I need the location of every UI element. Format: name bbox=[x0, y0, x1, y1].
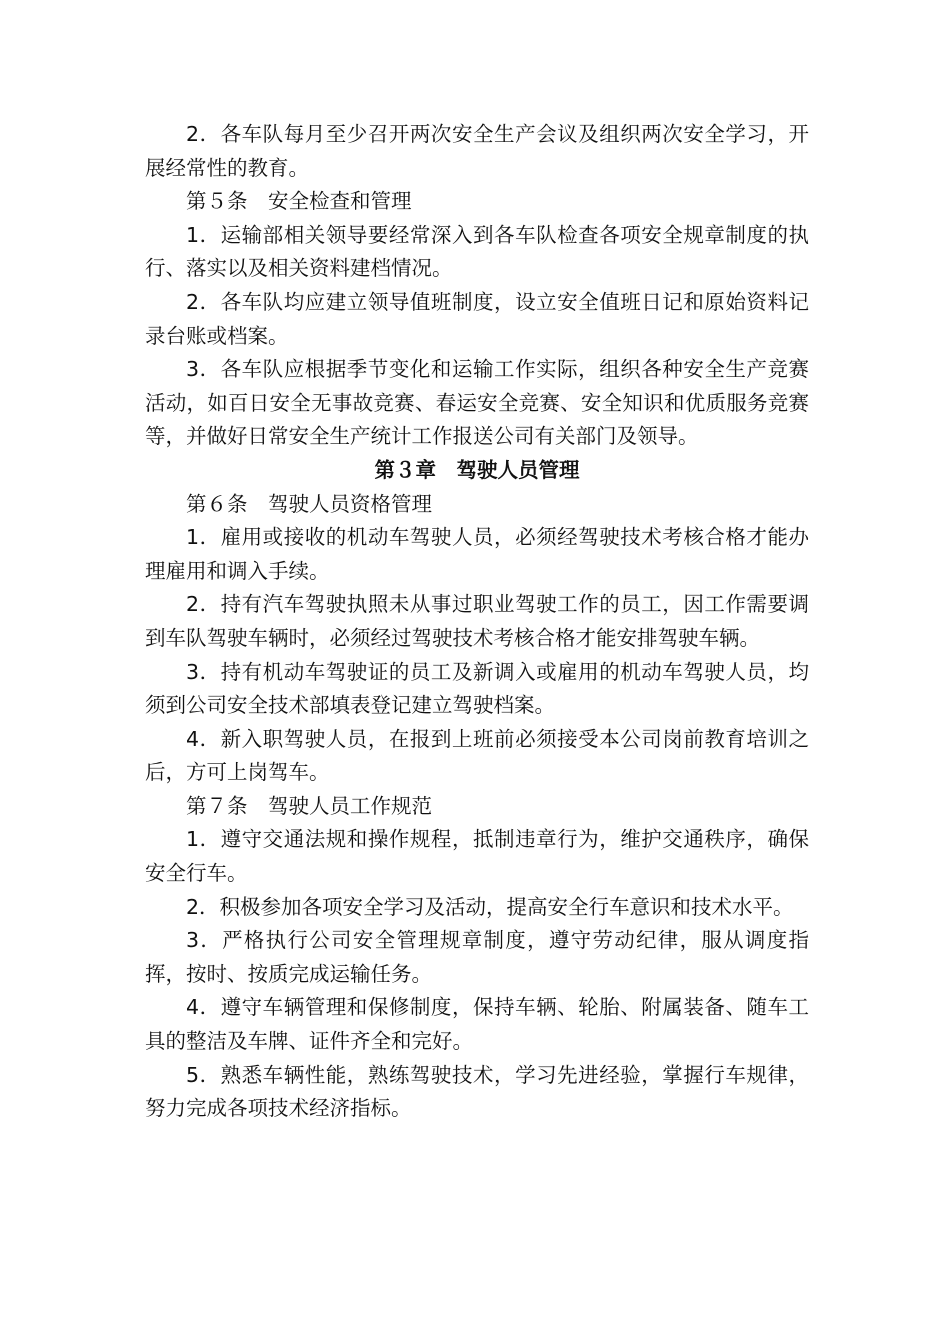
paragraph-item: 1．雇用或接收的机动车驾驶人员，必须经驾驶技术考核合格才能办理雇用和调入手续。 bbox=[145, 525, 809, 583]
article-heading: 第７条 驾驶人员工作规范 bbox=[186, 793, 432, 818]
paragraph-item: 2．各车队每月至少召开两次安全生产会议及组织两次安全学习，开展经常性的教育。 bbox=[145, 122, 809, 180]
chapter-title: 第３章 驾驶人员管理 bbox=[374, 457, 580, 482]
paragraph-item: 5．熟悉车辆性能，熟练驾驶技术，学习先进经验，掌握行车规律，努力完成各项技术经济指标。 bbox=[145, 1062, 809, 1121]
article-heading: 第６条 驾驶人员资格管理 bbox=[186, 491, 432, 516]
paragraph-item: 1．遵守交通法规和操作规程，抵制违章行为，维护交通秩序，确保安全行车。 bbox=[145, 827, 809, 886]
paragraph-item: 3．各车队应根据季节变化和运输工作实际，组织各种安全生产竞赛活动，如百日安全无事故竞赛、春运安全竞赛、安全知识和优质服务竞赛等，并做好日常安全生产统计工作报送公司有关部门及领导。 bbox=[145, 357, 809, 449]
paragraph-item: 4．新入职驾驶人员，在报到上班前必须接受本公司岗前教育培训之后，方可上岗驾车。 bbox=[145, 726, 809, 785]
paragraph-item: 1．运输部相关领导要经常深入到各车队检查各项安全规章制度的执行、落实以及相关资料建档情况。 bbox=[145, 222, 809, 281]
paragraph-item: 2．积极参加各项安全学习及活动，提高安全行车意识和技术水平。 bbox=[186, 894, 794, 919]
document-page bbox=[145, 118, 809, 1126]
paragraph-item: 3．持有机动车驾驶证的员工及新调入或雇用的机动车驾驶人员，均须到公司安全技术部填表登记建立驾驶档案。 bbox=[145, 659, 809, 718]
paragraph-item: 3．严格执行公司安全管理规章制度，遵守劳动纪律，服从调度指挥，按时、按质完成运输任务。 bbox=[145, 928, 809, 986]
article-heading: 第５条 安全检查和管理 bbox=[186, 189, 412, 214]
paragraph-item: 2．各车队均应建立领导值班制度，设立安全值班日记和原始资料记录台账或档案。 bbox=[145, 289, 809, 348]
paragraph-item: 4．遵守车辆管理和保修制度，保持车辆、轮胎、附属装备、随车工具的整洁及车牌、证件齐全和完好。 bbox=[145, 995, 809, 1054]
paragraph-item: 2．持有汽车驾驶执照未从事过职业驾驶工作的员工，因工作需要调到车队驾驶车辆时，必须经过驾驶技术考核合格才能安排驾驶车辆。 bbox=[145, 592, 809, 650]
